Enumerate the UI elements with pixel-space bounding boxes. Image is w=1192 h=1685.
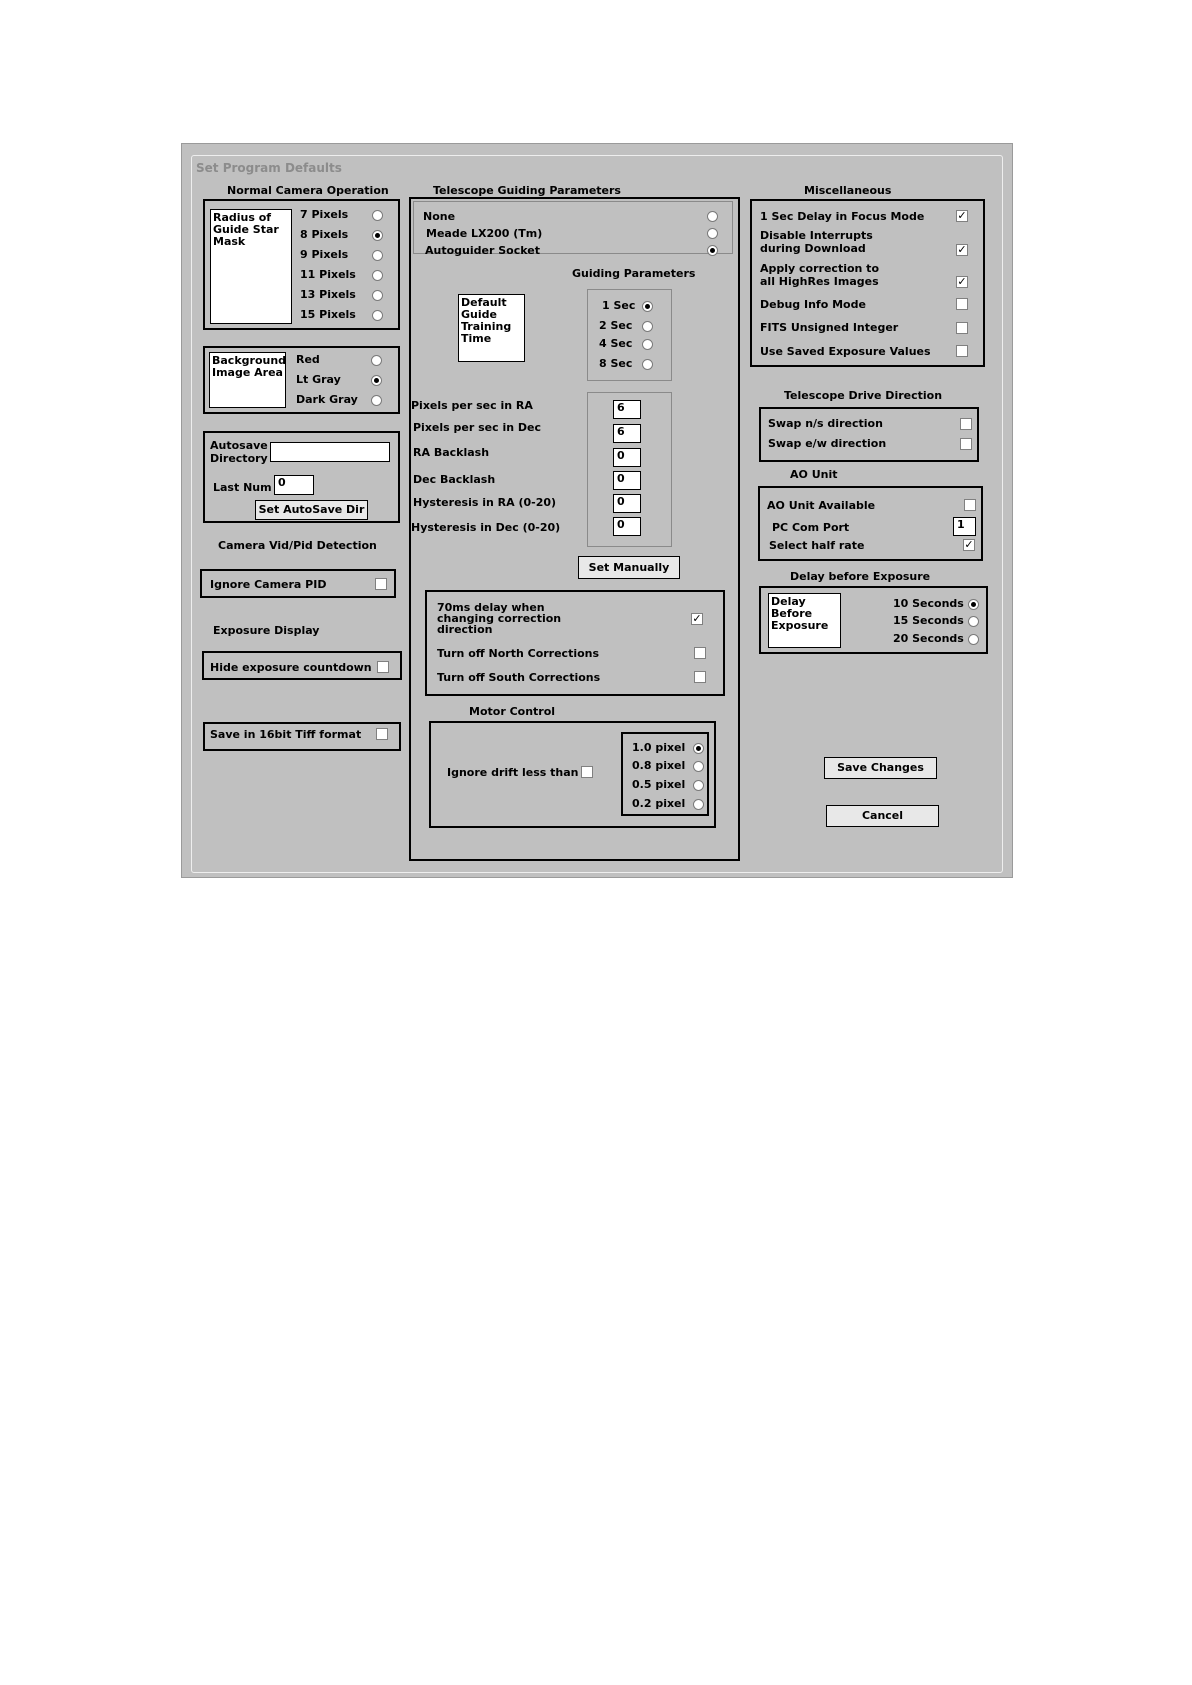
south-corrections-checkbox[interactable] — [694, 671, 706, 683]
param-input[interactable]: 0 — [613, 494, 641, 513]
misc-checkbox[interactable] — [956, 322, 968, 334]
tiff-label: Save in 16bit Tiff format — [210, 728, 362, 741]
telescope-heading: Telescope Guiding Parameters — [433, 184, 621, 197]
training-radio[interactable] — [642, 359, 653, 370]
training-option-label: 4 Sec — [599, 337, 633, 350]
background-option-label: Red — [296, 353, 320, 366]
drift-radio[interactable] — [693, 761, 704, 772]
drift-radio[interactable] — [693, 743, 704, 754]
misc-option-label: FITS Unsigned Integer — [760, 321, 899, 334]
save-changes-button[interactable]: Save Changes — [824, 757, 937, 779]
ao-unit-heading: AO Unit — [790, 468, 838, 481]
delay-radio[interactable] — [968, 634, 979, 645]
pixels-option-label: 15 Pixels — [300, 308, 356, 321]
pixels-radio[interactable] — [372, 230, 383, 241]
exposure-display-heading: Exposure Display — [213, 624, 320, 637]
delay-exposure-label: Delay Before Exposure — [768, 593, 841, 648]
drive-direction-heading: Telescope Drive Direction — [784, 389, 943, 402]
mode-radio[interactable] — [707, 245, 718, 256]
guiding-parameters-heading: Guiding Parameters — [572, 267, 696, 280]
background-option-label: Lt Gray — [296, 373, 341, 386]
param-input[interactable]: 6 — [613, 400, 641, 419]
radio-selected-dot — [375, 233, 380, 238]
dialog-title: Set Program Defaults — [196, 161, 342, 175]
ignore-drift-label: Ignore drift less than — [447, 766, 579, 779]
direction-delay-checkbox[interactable]: ✓ — [692, 613, 702, 625]
com-port-label: PC Com Port — [772, 521, 850, 534]
background-option-label: Dark Gray — [296, 393, 358, 406]
autosave-directory-input[interactable] — [270, 442, 390, 462]
misc-checkbox[interactable]: ✓ — [957, 276, 967, 288]
swap-ew-checkbox[interactable] — [960, 438, 972, 450]
guide-star-mask-label: Radius of Guide Star Mask — [210, 209, 292, 324]
misc-option-label: 1 Sec Delay in Focus Mode — [760, 210, 925, 223]
background-radio[interactable] — [371, 395, 382, 406]
delay-option-label: 20 Seconds — [893, 632, 964, 645]
drift-radio[interactable] — [693, 780, 704, 791]
cancel-button[interactable]: Cancel — [826, 805, 939, 827]
mode-option-label: None — [423, 210, 456, 223]
training-option-label: 2 Sec — [599, 319, 633, 332]
com-port-input[interactable]: 1 — [953, 517, 976, 536]
delay-radio[interactable] — [968, 616, 979, 627]
training-radio[interactable] — [642, 321, 653, 332]
mode-radio[interactable] — [707, 228, 718, 239]
param-input[interactable]: 6 — [613, 424, 641, 443]
radio-selected-dot — [696, 746, 701, 751]
pixels-option-label: 7 Pixels — [300, 208, 349, 221]
training-radio[interactable] — [642, 301, 653, 312]
pixels-option-label: 8 Pixels — [300, 228, 349, 241]
misc-checkbox[interactable]: ✓ — [957, 244, 967, 256]
north-corrections-label: Turn off North Corrections — [437, 647, 600, 660]
last-num-input[interactable]: 0 — [274, 475, 314, 495]
set-program-defaults-dialog — [181, 143, 1013, 878]
mode-option-label: Autoguider Socket — [425, 244, 540, 257]
param-label: Pixels per sec in RA — [411, 399, 533, 412]
mode-radio[interactable] — [707, 211, 718, 222]
half-rate-checkbox[interactable]: ✓ — [964, 539, 974, 551]
pixels-option-label: 11 Pixels — [300, 268, 356, 281]
ignore-drift-checkbox[interactable] — [581, 766, 593, 778]
training-radio[interactable] — [642, 339, 653, 350]
ao-available-checkbox[interactable] — [964, 499, 976, 511]
motor-control-heading: Motor Control — [469, 705, 556, 718]
north-corrections-checkbox[interactable] — [694, 647, 706, 659]
param-label: Pixels per sec in Dec — [413, 421, 542, 434]
param-label: Hysteresis in Dec (0-20) — [411, 521, 561, 534]
swap-ns-checkbox[interactable] — [960, 418, 972, 430]
tiff-checkbox[interactable] — [376, 728, 388, 740]
radio-selected-dot — [971, 602, 976, 607]
pixels-radio[interactable] — [372, 290, 383, 301]
ao-available-label: AO Unit Available — [767, 499, 876, 512]
background-radio[interactable] — [371, 375, 382, 386]
pixels-radio[interactable] — [372, 270, 383, 281]
vidpid-heading: Camera Vid/Pid Detection — [218, 539, 377, 552]
normal-camera-heading: Normal Camera Operation — [227, 184, 389, 197]
misc-checkbox[interactable]: ✓ — [957, 210, 967, 222]
drift-option-label: 0.2 pixel — [632, 797, 686, 810]
delay-option-label: 15 Seconds — [893, 614, 964, 627]
pixels-option-label: 13 Pixels — [300, 288, 356, 301]
drive-direction-group — [759, 407, 979, 462]
radio-selected-dot — [374, 378, 379, 383]
hide-countdown-checkbox[interactable] — [377, 661, 389, 673]
half-rate-label: Select half rate — [769, 539, 865, 552]
pixels-radio[interactable] — [372, 210, 383, 221]
radio-selected-dot — [645, 304, 650, 309]
param-label: Hysteresis in RA (0-20) — [413, 496, 557, 509]
pixels-radio[interactable] — [372, 310, 383, 321]
mode-option-label: Meade LX200 (Tm) — [426, 227, 543, 240]
swap-ns-label: Swap n/s direction — [768, 417, 883, 430]
last-num-label: Last Num — [213, 481, 272, 494]
misc-option-label: Use Saved Exposure Values — [760, 345, 931, 358]
misc-option-label: Debug Info Mode — [760, 298, 866, 311]
radio-selected-dot — [710, 248, 715, 253]
background-radio[interactable] — [371, 355, 382, 366]
set-manually-button[interactable]: Set Manually — [578, 556, 680, 579]
param-label: Dec Backlash — [413, 473, 496, 486]
pixels-option-label: 9 Pixels — [300, 248, 349, 261]
misc-checkbox[interactable] — [956, 298, 968, 310]
ignore-pid-label: Ignore Camera PID — [210, 578, 327, 591]
training-option-label: 8 Sec — [599, 357, 633, 370]
drift-option-label: 0.8 pixel — [632, 759, 686, 772]
training-option-label: 1 Sec — [602, 299, 636, 312]
misc-option-label: Disable Interrupts during Download — [760, 229, 873, 255]
south-corrections-label: Turn off South Corrections — [437, 671, 601, 684]
drift-option-label: 0.5 pixel — [632, 778, 686, 791]
hide-countdown-label: Hide exposure countdown — [210, 661, 372, 674]
param-input[interactable]: 0 — [613, 517, 641, 536]
autosave-label: Autosave Directory — [210, 439, 268, 465]
misc-checkbox[interactable] — [956, 345, 968, 357]
direction-delay-label: 70ms delay when changing correction direction — [437, 601, 562, 636]
pixels-radio[interactable] — [372, 250, 383, 261]
misc-option-label: Apply correction to all HighRes Images — [760, 262, 880, 288]
param-input[interactable]: 0 — [613, 471, 641, 490]
ignore-pid-checkbox[interactable] — [375, 578, 387, 590]
background-label: Background Image Area — [209, 352, 286, 408]
delay-exposure-heading: Delay before Exposure — [790, 570, 931, 583]
delay-option-label: 10 Seconds — [893, 597, 964, 610]
training-time-label: Default Guide Training Time — [458, 294, 525, 362]
param-input[interactable]: 0 — [613, 448, 641, 467]
swap-ew-label: Swap e/w direction — [768, 437, 887, 450]
delay-radio[interactable] — [968, 599, 979, 610]
drift-option-label: 1.0 pixel — [632, 741, 686, 754]
miscellaneous-heading: Miscellaneous — [804, 184, 892, 197]
drift-radio[interactable] — [693, 799, 704, 810]
param-label: RA Backlash — [413, 446, 490, 459]
set-autosave-dir-button[interactable]: Set AutoSave Dir — [255, 500, 368, 520]
